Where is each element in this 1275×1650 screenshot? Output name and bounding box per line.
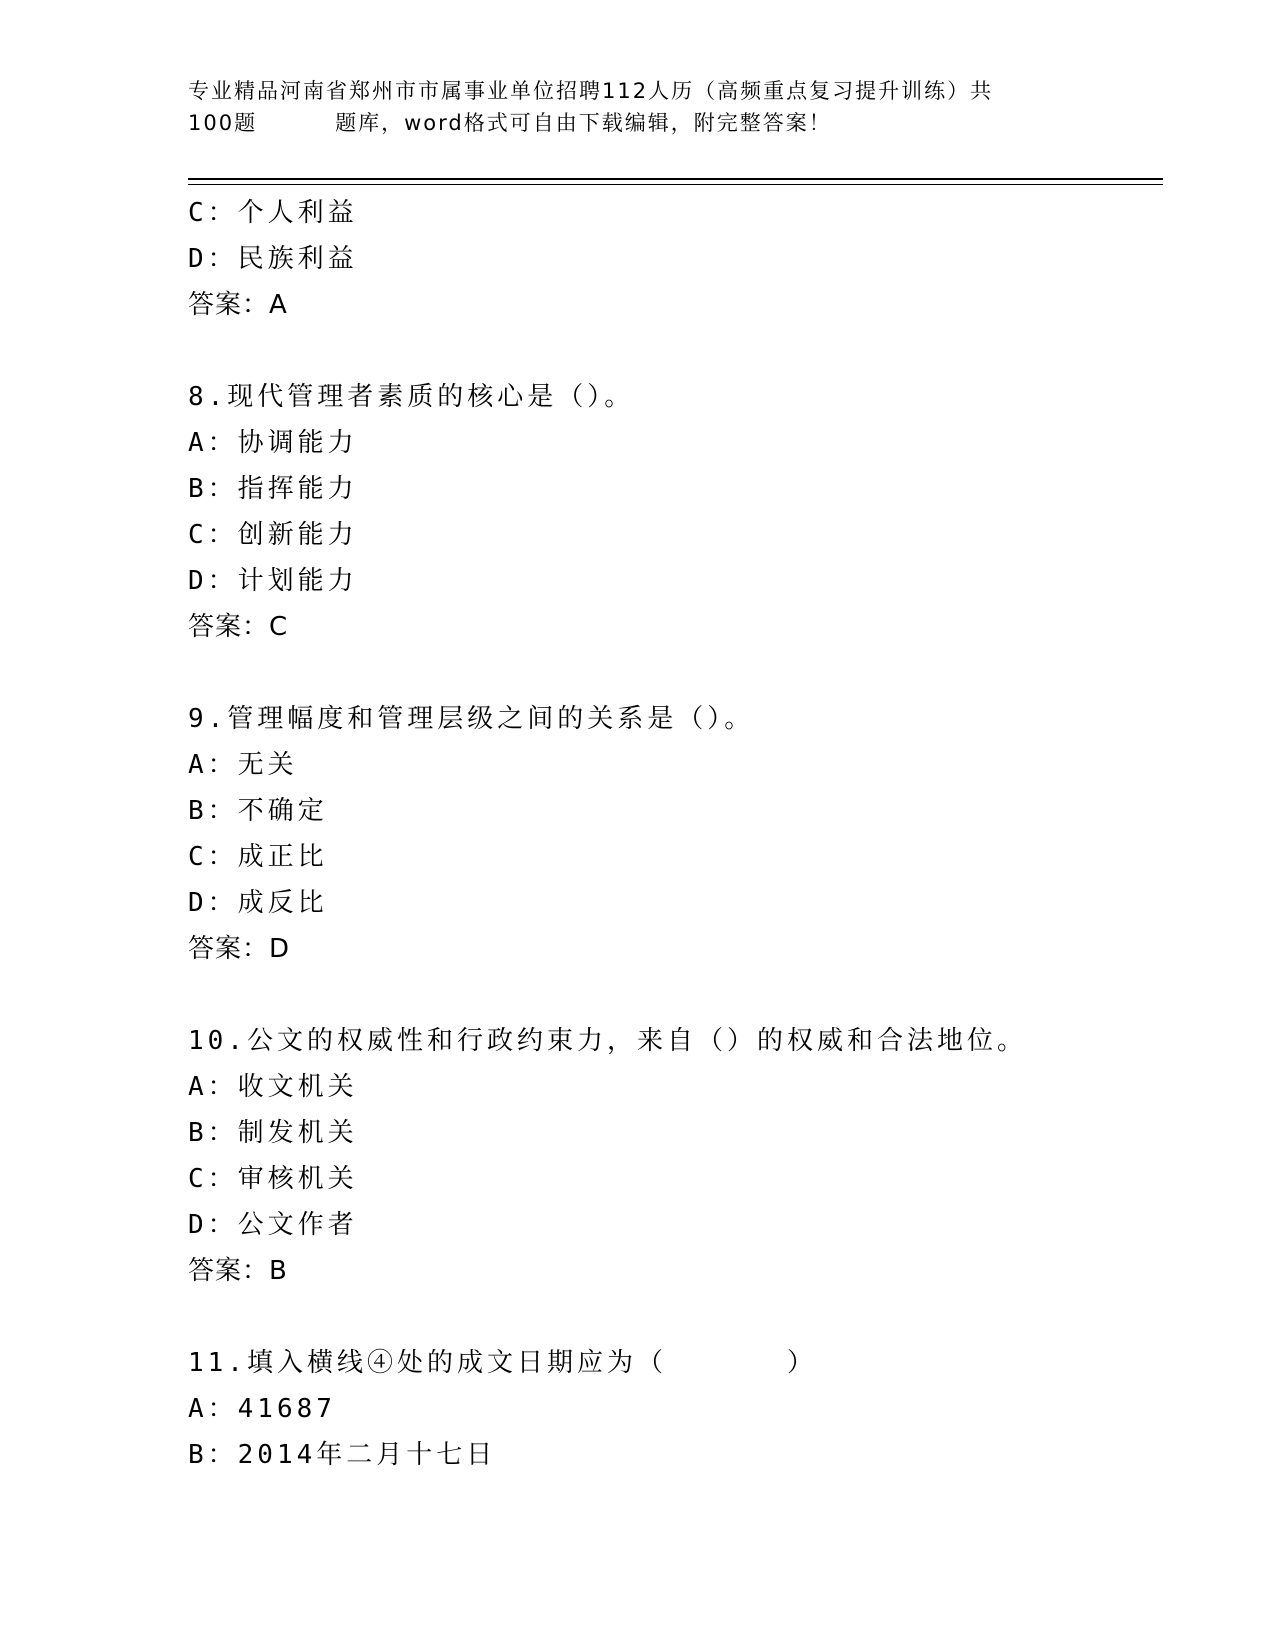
- answer-line: 答案：D: [188, 934, 291, 964]
- option-d: D：计划能力: [188, 566, 358, 596]
- option-c: C：个人利益: [188, 198, 358, 228]
- answer-line: 答案：B: [188, 1256, 288, 1286]
- option-d: D：公文作者: [188, 1210, 358, 1240]
- header-description: 题库，word格式可自由下载编辑，附完整答案！: [335, 111, 832, 135]
- document-header: [188, 75, 1088, 139]
- question-spacer: [188, 328, 1163, 374]
- question-stem: 8.现代管理者素质的核心是（）。: [188, 382, 635, 412]
- header-question-count: 100题: [188, 111, 258, 135]
- option-a: A：无关: [188, 750, 298, 780]
- question-spacer: [188, 1294, 1163, 1340]
- question-10: [188, 1018, 1163, 1294]
- option-c: C：创新能力: [188, 520, 358, 550]
- answer-line: 答案：A: [188, 290, 288, 320]
- header-title-line1: 专业精品河南省郑州市市属事业单位招聘112人历（高频重点复习提升训练）共: [188, 79, 994, 103]
- header-divider-thin: [188, 184, 1163, 185]
- question-spacer: [188, 650, 1163, 696]
- header-title-line2: [188, 107, 1088, 139]
- question-spacer: [188, 972, 1163, 1018]
- option-a: A：协调能力: [188, 428, 358, 458]
- option-b: B：制发机关: [188, 1118, 358, 1148]
- question-list: [188, 190, 1163, 1478]
- option-c: C：成正比: [188, 842, 328, 872]
- option-b: B：不确定: [188, 796, 328, 826]
- option-a: A：收文机关: [188, 1072, 358, 1102]
- option-b: B：2014年二月十七日: [188, 1440, 497, 1470]
- question-8: [188, 374, 1163, 650]
- question-11: [188, 1340, 1163, 1478]
- option-c: C：审核机关: [188, 1164, 358, 1194]
- option-d: D：民族利益: [188, 244, 358, 274]
- question-stem-start: 11.填入横线④处的成文日期应为（: [188, 1348, 667, 1378]
- question-stem: 10.公文的权威性和行政约束力，来自（）的权威和合法地位。: [188, 1026, 1027, 1056]
- option-d: D：成反比: [188, 888, 328, 918]
- question-stem-end: ）: [786, 1348, 817, 1378]
- option-a: A：41687: [188, 1394, 336, 1424]
- answer-line: 答案：C: [188, 612, 289, 642]
- header-divider-thick: [188, 178, 1163, 180]
- question-stem: 9.管理幅度和管理层级之间的关系是（）。: [188, 704, 755, 734]
- question-7-tail: [188, 190, 1163, 328]
- question-9: [188, 696, 1163, 972]
- question-stem: [188, 1340, 1163, 1386]
- option-b: B：指挥能力: [188, 474, 358, 504]
- header-gap: [257, 107, 335, 139]
